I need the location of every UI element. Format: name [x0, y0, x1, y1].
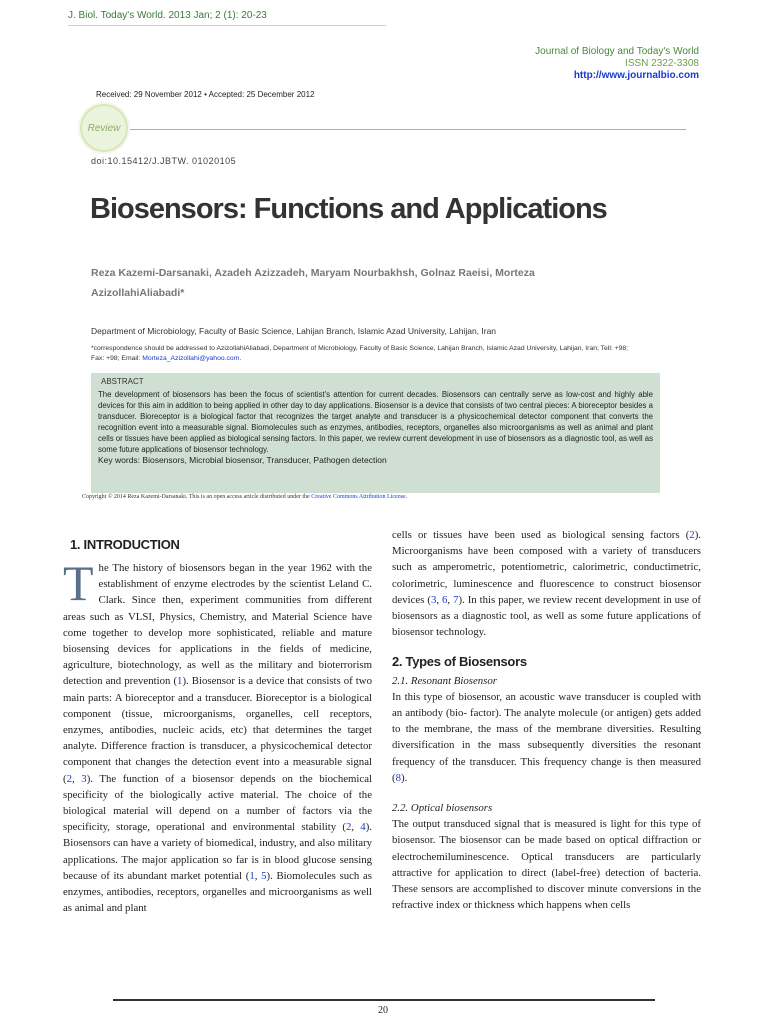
left-column [63, 555, 372, 916]
types-heading: 2. Types of Biosensors [392, 654, 527, 670]
text-run: ). [401, 771, 408, 784]
correspondence-text: *correspondence should be addressed to AzizollahiAliabadi, Department of Microbiology, Faculty of Basic Science, Lahijan Branch, Islamic Azad University, Lahijan, Iran; Tell: +98; Fax: +98; Email: [91, 345, 629, 362]
introduction-heading: 1. INTRODUCTION [70, 537, 180, 552]
article-title: Biosensors: Functions and Applications [90, 193, 607, 225]
publisher-block [535, 46, 699, 82]
journal-reference: J. Biol. Today's World. 2013 Jan; 2 (1): 20-23 [68, 10, 267, 21]
resonant-heading: 2.1. Resonant Biosensor [392, 674, 497, 687]
keywords: Key words: Biosensors, Microbial biosensor, Transducer, Pathogen detection [98, 455, 387, 465]
text-run: , [436, 593, 442, 606]
citation-link[interactable]: 2 [66, 772, 73, 785]
text-run: , [447, 593, 454, 606]
citation-link[interactable]: 1 [249, 869, 255, 882]
text-run: ). Biosensor is a device that consists of two main parts: A bioreceptor and a transducer. Bioreceptor is a biological component (tissue, microorganisms, organelles, cell receptors, enzymes, antibodies, nucleic acids, etc) that determines the target analyte. Difference fraction is transducer, a physicochemical detector component that changes the detection event into a measurable signal ( [63, 675, 372, 785]
review-badge [80, 104, 128, 152]
text-run: ). Biosensors can have a variety of biomedical, industry, and also military applications. The major application so far is in blood glucose sensing because of its abundant market potential ( [63, 821, 372, 882]
citation-link[interactable]: 5 [261, 869, 267, 882]
optical-paragraph: The output transduced signal that is measured is light for this type of biosensor. The biosensor can be made based on optical diffraction or electrochemiluminescence. Optical transducers are particularly attractive for application to direct (label-free) detection of bacteria. These sensors are accomplished to discover minute conversions in the refractive index or thickness which happens when cells [392, 818, 701, 912]
journal-name: Journal of Biology and Today's World [535, 46, 699, 57]
citation-link[interactable]: 4 [360, 821, 366, 834]
spacer [392, 786, 701, 800]
resonant-paragraph [392, 689, 701, 786]
text-run: cells or tissues have been used as biological sensing factors ( [392, 529, 690, 541]
authors: Reza Kazemi-Darsanaki, Azadeh Azizzadeh, Maryam Nourbakhsh, Golnaz Raeisi, Morteza AzizollahiAliabadi* [91, 267, 535, 299]
text-run: , [351, 821, 361, 834]
footer-divider [113, 999, 655, 1001]
copyright-text: Copyright © 2014 Reza Kazemi-Darsanaki. This is an open access article distributed under the [82, 494, 312, 500]
introduction-paragraph [63, 555, 372, 916]
page-number: 20 [378, 1005, 388, 1016]
text-run: ). Microorganisms have been composed with a variety of transducers such as amperometric, potentiometric, calorimetric, conductimetric, colorimetric, luminescence and fluorescence to construct biosensor devices ( [392, 529, 701, 606]
citation-link[interactable]: 7 [453, 593, 459, 606]
abstract-box [91, 373, 660, 493]
email-link[interactable]: Morteza_Azizollahi@yahoo.com [142, 355, 240, 362]
copyright-tail: . [405, 494, 408, 500]
text-run: ). Biomolecules such as enzymes, antibodies, receptors, organelles and microorganisms as well as animal and plant [63, 869, 372, 915]
issn: ISSN 2322-3308 [625, 58, 699, 69]
text-run: , [72, 772, 82, 785]
text-run: ). In this paper, we review recent development in use of biosensors as a diagnostic tool, as well as some future applications of biosensor technology. [392, 593, 702, 639]
text-run: ). The function of a biosensor depends on the biochemical specificity of the biologically active material. The choice of the biological material will depend on a number of factors via the specificity, storage, operational and environmental stability ( [63, 772, 372, 834]
right-column [392, 527, 701, 913]
text-run: , [254, 869, 262, 882]
citation-link[interactable]: 3 [81, 772, 87, 785]
citation-link[interactable]: 6 [442, 593, 448, 606]
citation-link[interactable]: 1 [177, 675, 183, 688]
abstract-body: The development of biosensors has been the focus of scientist's attention for current decades. Biosensors can centrally serve as low-cost and highly able devices for this aim in addition to being applied in other day to day applications. Biosensor is a device that consists of two central pieces: A bioreceptor besides a transducer. Bioreceptor is a biological factor that recognizes the target analyte and transducer is a physicochemical detector component that converts the recognition event into a measurable signal. Biomolecules such as enzymes, antibodies, receptors, organelles also microorganisms as well as animal and plant cells or tissues have been applied as biological sensing factors. In this paper, we review current development in use of biosensors as a diagnostic tool, as well as some future applications of biosensor technology. [98, 390, 653, 454]
review-badge-label: Review [87, 122, 121, 134]
text-run: he The history of biosensors began in the year 1962 with the establishment of enzyme electrodes by the scientist Leland C. Clark. Since then, experiment communities from different areas such as VLSI, Physics, Chemistry, and Material Science have come together to develop more sophisticated, reliable and mature biosensing devices for applications in the fields of medicine, agriculture, biotechnology, as well as the military and bioterrorism detection and prevention ( [63, 562, 372, 688]
text-run: In this type of biosensor, an acoustic wave transducer is coupled with an antibody (bio- factor). The analyte molecule (or antigen) gets added to the membrane, the mass of the membrane diversities. Resulting diversification in the mass subsequently diversities the resonant frequency of the transducer. This frequency change is then measured ( [392, 690, 701, 784]
citation-link[interactable]: 2 [689, 529, 695, 541]
correspondence-tail: . [239, 355, 242, 362]
license-link[interactable]: Creative Commons Attribution License [311, 494, 406, 500]
introduction-continued [392, 527, 701, 640]
drop-cap: T [63, 555, 94, 611]
affiliation: Department of Microbiology, Faculty of Basic Science, Lahijan Branch, Islamic Azad University, Lahijan, Iran [91, 326, 497, 336]
received-dates: Received: 29 November 2012 • Accepted: 25 December 2012 [96, 90, 315, 99]
abstract-heading: ABSTRACT [101, 377, 144, 386]
review-divider [130, 129, 686, 130]
journal-url-link[interactable]: http://www.journalbio.com [573, 70, 699, 81]
citation-link[interactable]: 2 [345, 821, 352, 834]
copyright [82, 494, 407, 500]
correspondence [91, 344, 631, 364]
citation-link[interactable]: 3 [430, 593, 437, 606]
doi[interactable]: doi:10.15412/J.JBTW. 01020105 [91, 156, 237, 166]
citation-link[interactable]: 8 [395, 771, 402, 784]
optical-heading: 2.2. Optical biosensors [392, 802, 493, 815]
top-divider [68, 25, 386, 26]
